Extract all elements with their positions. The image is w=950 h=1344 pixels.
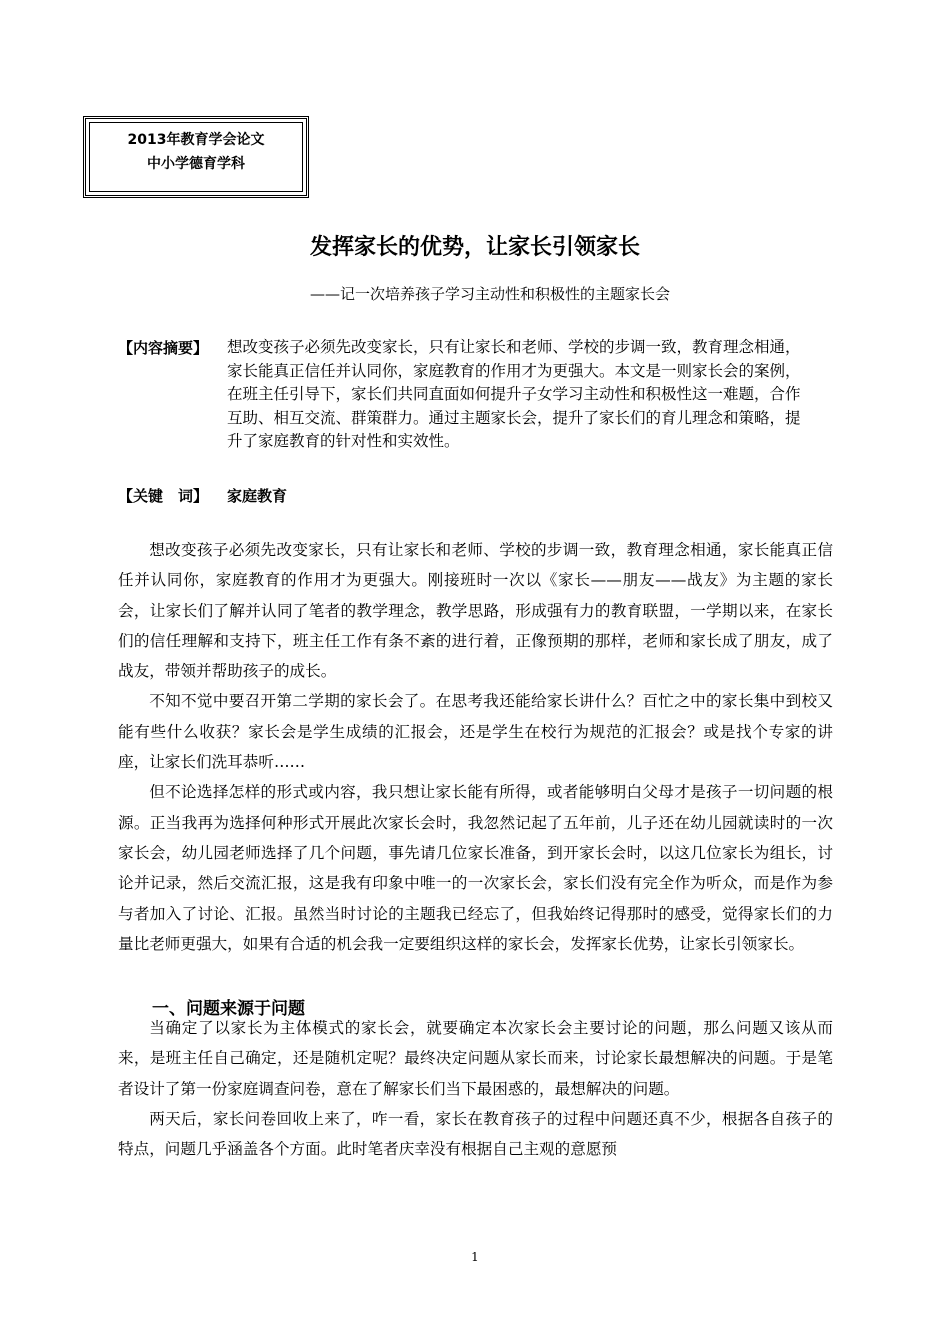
body-paragraph: 当确定了以家长为主体模式的家长会，就要确定本次家长会主要讨论的问题，那么问题又该从而来，是班主任自己确定，还是随机定呢？最终决定问题从家长而来，讨论家长最想解决的问题。于是笔者设计了第一份家庭调查问卷，意在了解家长们当下最困惑的，最想解决的问题。 — [118, 1019, 833, 1098]
header-line-1: 2013年教育学会论文 — [127, 132, 265, 148]
abstract-text: 想改变孩子必须先改变家长，只有让家长和老师、学校的步调一致，教育理念相通，家长能真正信任并认同你，家庭教育的作用才为更强大。本文是一则家长会的案例，在班主任引导下，家长们共同直面如何提升子女学习主动性和积极性这一难题，合作互助、相互交流、群策群力。通过主题家长会，提升了家长们的育儿理念和策略，提升了家庭教育的针对性和实效性。 — [227, 338, 801, 450]
header-box — [83, 116, 309, 198]
body-intro — [118, 535, 833, 959]
section-heading: 一、问题来源于问题 — [152, 999, 305, 1019]
header-box-inner-border — [89, 122, 303, 192]
body-section-1 — [118, 1013, 833, 1164]
body-paragraph: 不知不觉中要召开第二学期的家长会了。在思考我还能给家长讲什么？百忙之中的家长集中到校又能有些什么收获？家长会是学生成绩的汇报会，还是学生在校行为规范的汇报会？或是找个专家的讲座，让家长们洗耳恭听…… — [118, 692, 833, 772]
keywords-value: 家庭教育 — [227, 487, 288, 505]
page-number: 1 — [471, 1250, 479, 1264]
abstract-label: 【内容摘要】 — [118, 339, 209, 357]
body-paragraph: 两天后，家长问卷回收上来了，咋一看，家长在教育孩子的过程中问题还真不少，根据各自孩子的特点，问题几乎涵盖各个方面。此时笔者庆幸没有根据自己主观的意愿预 — [118, 1109, 833, 1159]
document-title: 发挥家长的优势，让家长引领家长 — [309, 235, 640, 260]
body-paragraph: 想改变孩子必须先改变家长，只有让家长和老师、学校的步调一致，教育理念相通，家长能真正信任并认同你，家庭教育的作用才为更强大。刚接班时一次以《家长——朋友——战友》为主题的家长会，让家长们了解并认同了笔者的教学理念，教学思路，形成强有力的教育联盟，一学期以来，在家长们的信任理解和支持下，班主任工作有条不紊的进行着，正像预期的那样，老师和家长成了朋友，成了战友，带领并帮助孩子的成长。 — [118, 541, 833, 681]
document-subtitle: ——记一次培养孩子学习主动性和积极性的主题家长会 — [310, 285, 671, 303]
header-line-2: 中小学德育学科 — [147, 156, 245, 172]
keywords-label: 【关键 词】 — [118, 487, 209, 505]
body-paragraph: 但不论选择怎样的形式或内容，我只想让家长能有所得，或者能够明白父母才是孩子一切问题的根源。正当我再为选择何种形式开展此次家长会时，我忽然记起了五年前，儿子还在幼儿园就读时的一次家长会，幼儿园老师选择了几个问题，事先请几位家长准备，到开家长会时，以这几位家长为组长，讨论并记录，然后交流汇报，这是我有印象中唯一的一次家长会，家长们没有完全作为听众，而是作为参与者加入了讨论、汇报。虽然当时讨论的主题我已经忘了，但我始终记得那时的感受，觉得家长们的力量比老师更强大，如果有合适的机会我一定要组织这样的家长会，发挥家长优势，让家长引领家长。 — [118, 783, 833, 953]
